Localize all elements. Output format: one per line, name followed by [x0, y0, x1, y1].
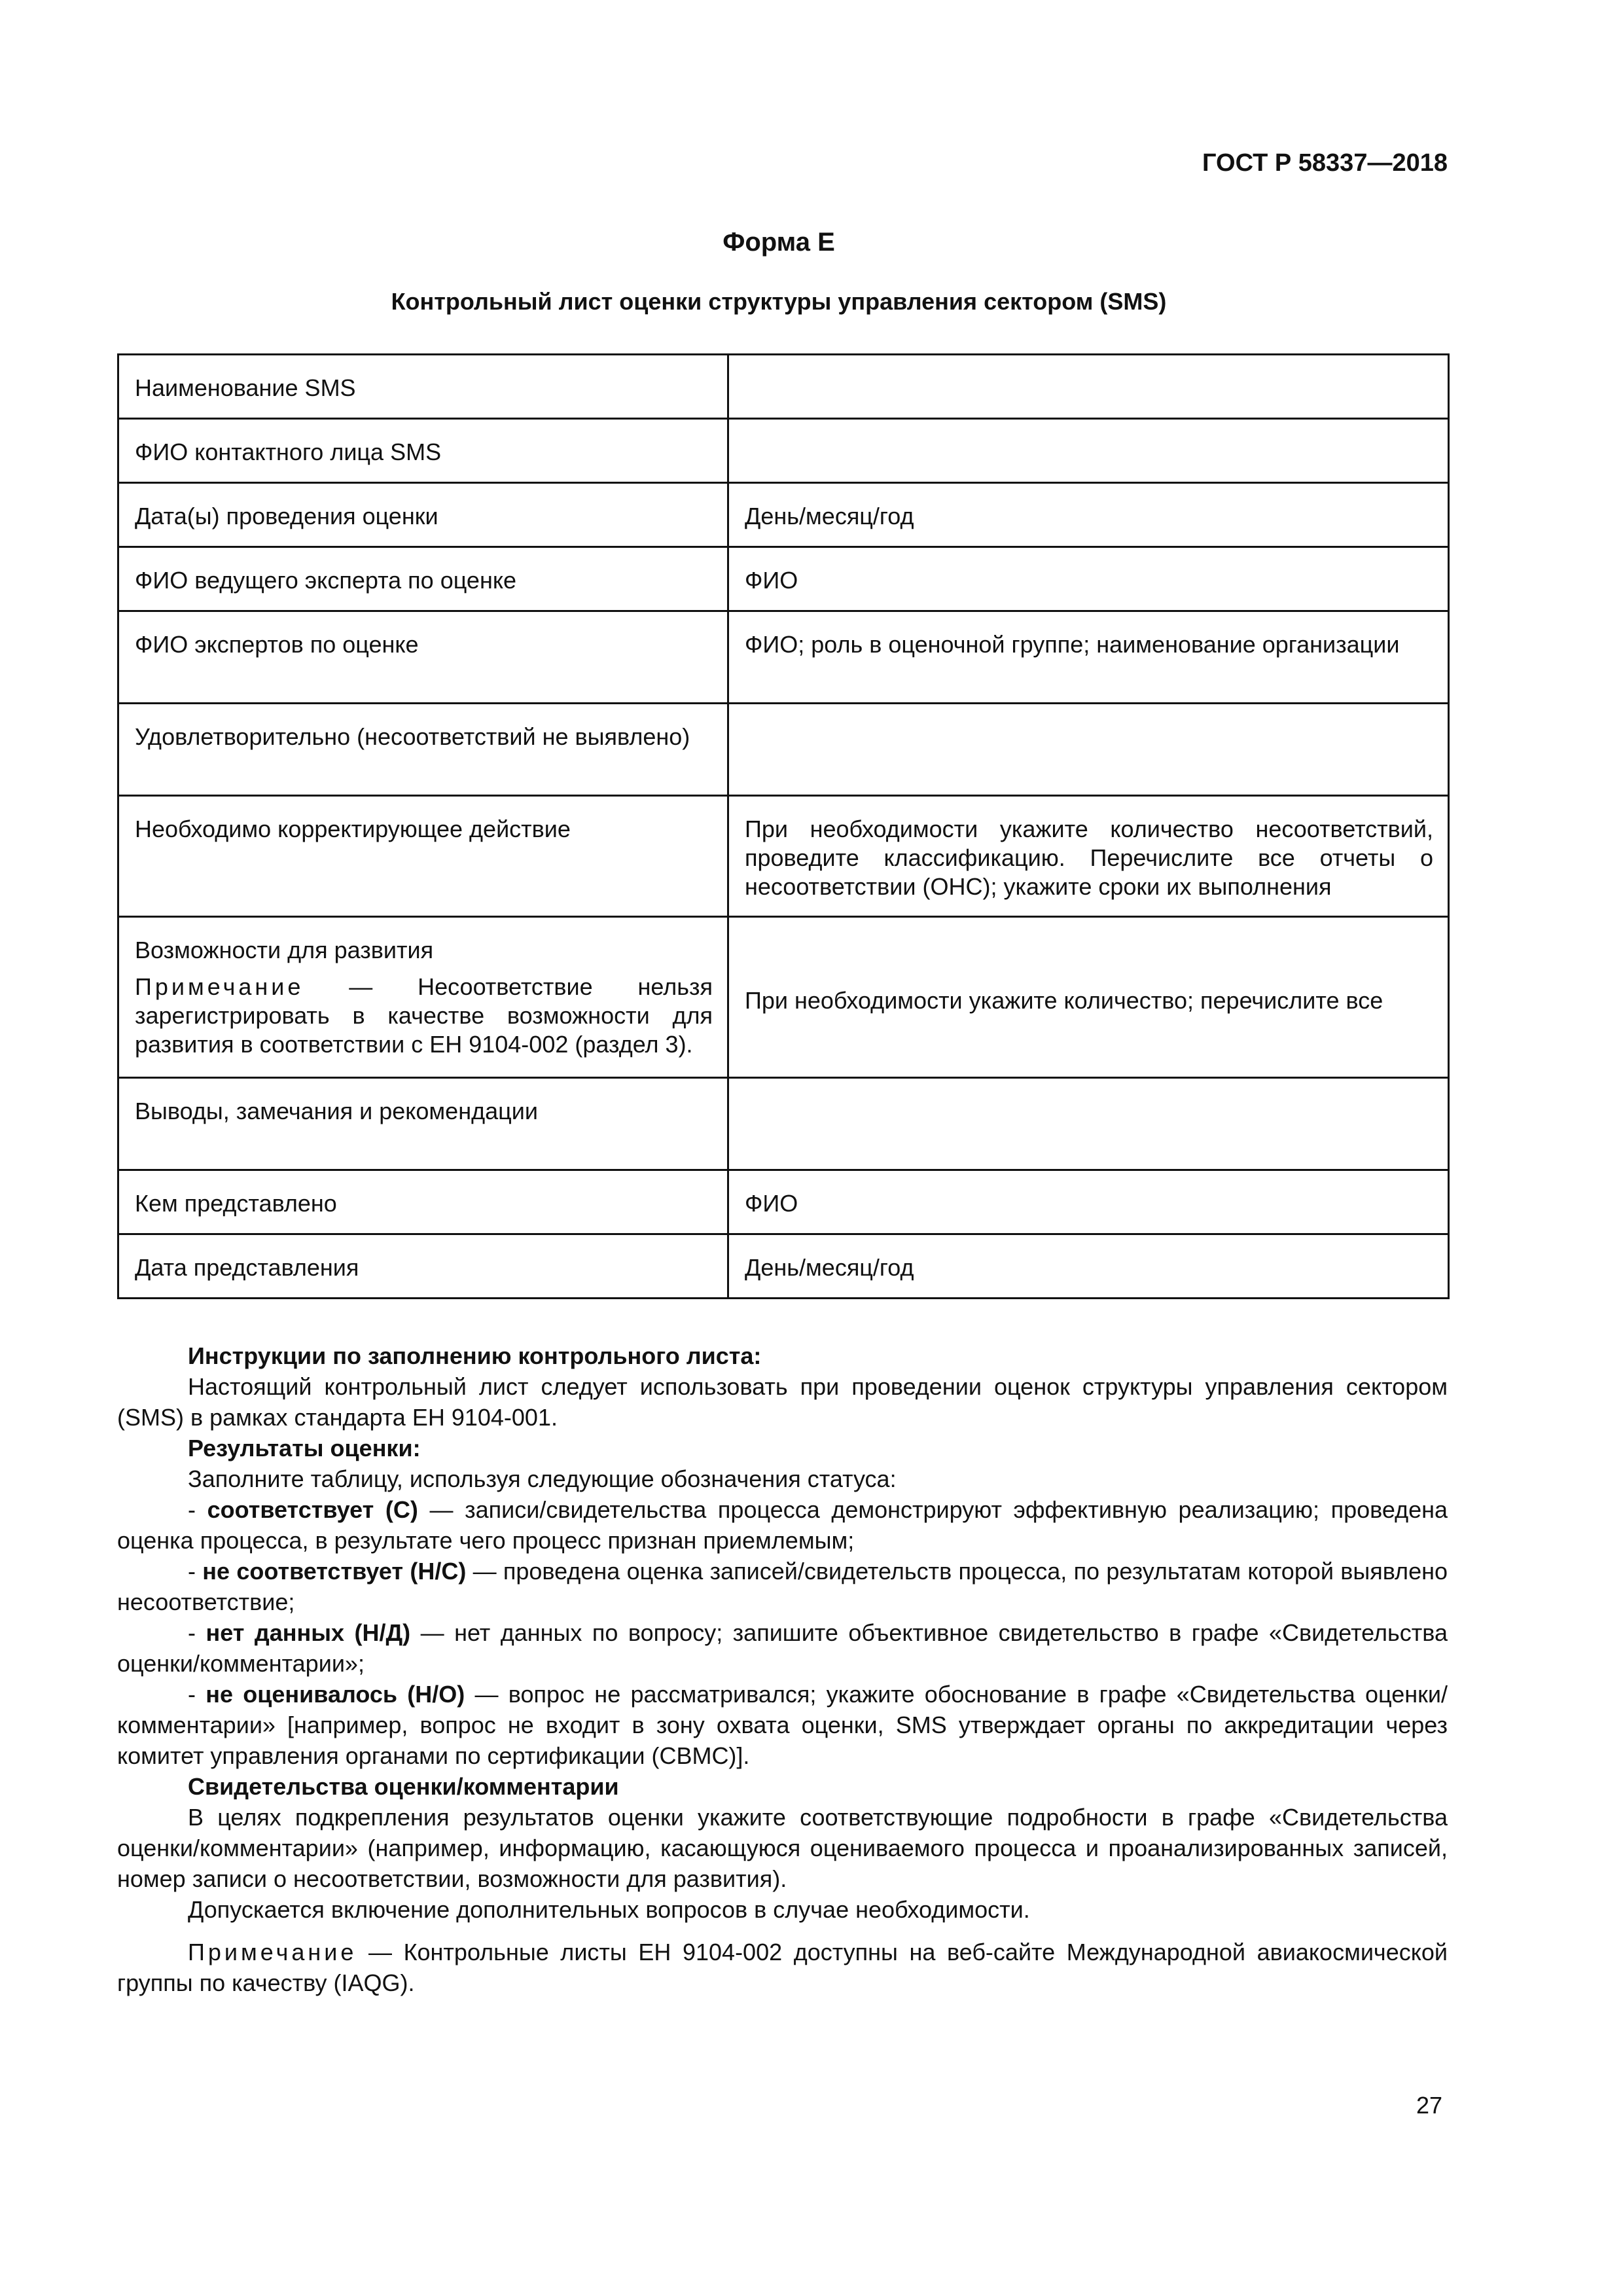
table-row	[118, 1078, 1449, 1170]
table-row	[118, 917, 1449, 1078]
row-label: Наименование SMS	[118, 355, 728, 419]
form-title: Форма Е	[722, 228, 835, 257]
instructions-section	[117, 1340, 1448, 1998]
note-prefix: Примечание	[135, 973, 304, 1000]
row-label: Возможности для развития	[135, 937, 434, 963]
instructions-heading: Инструкции по заполнению контрольного листа:	[188, 1342, 762, 1369]
status-text: — записи/свидетельства процесса демонстрируют эффективную реализацию; проведена оценка процесса, в результате чего процесс признан приемлемым;	[117, 1496, 1448, 1554]
row-value	[728, 1078, 1449, 1170]
row-value: День/месяц/год	[728, 1234, 1449, 1299]
status-term: не оценивалось (Н/О)	[205, 1681, 465, 1708]
table-row	[118, 547, 1449, 611]
row-value: При необходимости укажите количество несоответствий, проведите классификацию. Перечислите все отчеты о несоответствии (ОНС); укажите сроки их выполнения	[728, 796, 1449, 917]
table-row	[118, 796, 1449, 917]
row-value: При необходимости укажите количество; перечислите все	[728, 917, 1449, 1078]
row-value: День/месяц/год	[728, 483, 1449, 547]
table-row	[118, 704, 1449, 796]
note-prefix: Примечание	[188, 1939, 357, 1965]
status-item: - не оценивалось (Н/О) — вопрос не рассматривался; укажите обоснование в графе «Свидетельства оценки/комментарии» [например, вопрос не входит в зону охвата оценки, SMS утверждает органы по аккредитации через комитет управления органами по сертификации (СВМС)].	[117, 1681, 1448, 1769]
note-text: — Несоответствие нельзя зарегистрировать в качестве возможности для развития в соответствии с ЕН 9104-002 (раздел 3).	[135, 973, 713, 1058]
row-value: ФИО	[728, 1170, 1449, 1234]
status-text: — проведена оценка записей/свидетельств процесса, по результатам которой выявлено несоответствие;	[117, 1558, 1448, 1615]
row-label: Дата(ы) проведения оценки	[118, 483, 728, 547]
row-label: Необходимо корректирующее действие	[118, 796, 728, 917]
row-value	[728, 355, 1449, 419]
table-note	[135, 973, 713, 1059]
status-item: - нет данных (Н/Д) — нет данных по вопросу; запишите объективное свидетельство в графе «Свидетельства оценки/комментарии»;	[117, 1619, 1448, 1677]
row-value	[728, 704, 1449, 796]
results-intro: Заполните таблицу, используя следующие обозначения статуса:	[188, 1465, 897, 1492]
evidence-text: В целях подкрепления результатов оценки укажите соответствующие подробности в графе «Свидетельства оценки/комментарии» (например, информацию, касающуюся оцениваемого процесса и проанализированных записей, номер записи о несоответствии, возможности для развития).	[117, 1804, 1448, 1892]
row-label: ФИО контактного лица SMS	[118, 419, 728, 483]
results-heading: Результаты оценки:	[188, 1435, 421, 1462]
row-label: ФИО экспертов по оценке	[118, 611, 728, 704]
row-value: ФИО; роль в оценочной группе; наименование организации	[728, 611, 1449, 704]
status-term: нет данных (Н/Д)	[205, 1619, 411, 1646]
evidence-heading: Свидетельства оценки/комментарии	[188, 1773, 619, 1800]
note-text: — Контрольные листы ЕН 9104-002 доступны на веб-сайте Международной авиакосмической группы по качеству (IAQG).	[117, 1939, 1448, 1996]
row-label: Удовлетворительно (несоответствий не выявлено)	[118, 704, 728, 796]
row-label: Дата представления	[118, 1234, 728, 1299]
form-subtitle: Контрольный лист оценки структуры управления сектором (SMS)	[391, 288, 1167, 315]
status-term: соответствует (С)	[207, 1496, 418, 1523]
status-item: - не соответствует (Н/С) — проведена оценка записей/свидетельств процесса, по результатам которой выявлено несоответствие;	[117, 1558, 1448, 1615]
checklist-table	[117, 353, 1450, 1299]
document-code: ГОСТ Р 58337—2018	[1202, 149, 1448, 177]
status-term: не соответствует (Н/С)	[202, 1558, 467, 1585]
table-row	[118, 355, 1449, 419]
instructions-intro: Настоящий контрольный лист следует использовать при проведении оценок структуры управления сектором (SMS) в рамках стандарта ЕН 9104-001.	[117, 1373, 1448, 1431]
additional-text: Допускается включение дополнительных вопросов в случае необходимости.	[188, 1896, 1030, 1923]
page-number: 27	[1416, 2092, 1442, 2119]
table-row	[118, 483, 1449, 547]
row-label: ФИО ведущего эксперта по оценке	[118, 547, 728, 611]
row-label: Выводы, замечания и рекомендации	[118, 1078, 728, 1170]
row-label: Кем представлено	[118, 1170, 728, 1234]
row-value: ФИО	[728, 547, 1449, 611]
table-row	[118, 1170, 1449, 1234]
row-label-cell	[118, 917, 728, 1078]
footnote	[117, 1937, 1448, 1998]
row-value	[728, 419, 1449, 483]
table-row	[118, 611, 1449, 704]
status-item: - соответствует (С) — записи/свидетельства процесса демонстрируют эффективную реализацию; проведена оценка процесса, в результате чего процесс признан приемлемым;	[117, 1496, 1448, 1554]
status-text: — нет данных по вопросу; запишите объективное свидетельство в графе «Свидетельства оценки/комментарии»;	[117, 1619, 1448, 1677]
table-row	[118, 419, 1449, 483]
status-text: — вопрос не рассматривался; укажите обоснование в графе «Свидетельства оценки/комментарии» [например, вопрос не входит в зону охвата оценки, SMS утверждает органы по аккредитации через комитет управления органами по сертификации (СВМС)].	[117, 1681, 1448, 1769]
table-row	[118, 1234, 1449, 1299]
